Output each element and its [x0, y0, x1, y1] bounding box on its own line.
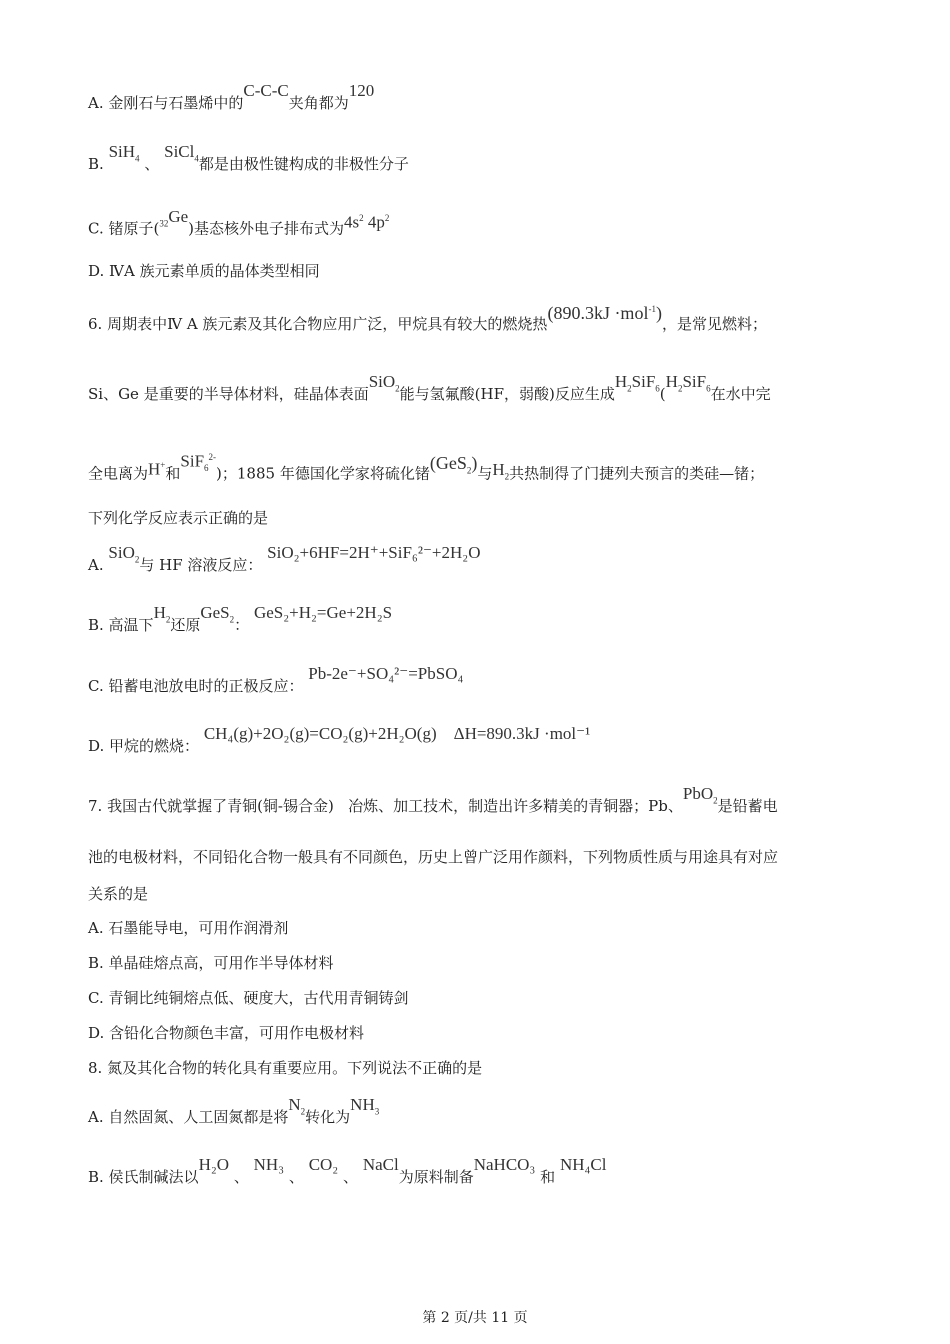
q6c-equation: Pb-2e⁻+SO₄²⁻=PbSO₄ [308, 664, 464, 683]
q8-option-b [88, 1155, 607, 1186]
q7-option-c: C. 青铜比纯铜熔点低、硬度大，古代用青铜铸剑 [88, 989, 409, 1007]
q8b-sep-3: 、 [343, 1168, 359, 1186]
q8b-h2o: H₂O [198, 1155, 230, 1174]
q6-stem-line-2 [88, 372, 771, 409]
q8b-text-2: 为原料制备 [398, 1168, 474, 1186]
q6-option-b [88, 603, 393, 640]
q5c-ge-isotope: $_{32}$Ge [159, 206, 189, 229]
q7-option-b: B. 单晶硅熔点高，可用作半导体材料 [88, 954, 334, 972]
q8b-co2: CO₂ [308, 1155, 339, 1174]
q6b-colon: ： [234, 616, 250, 634]
q6a-text: 与 HF 溶液反应： [139, 556, 263, 574]
q7-l1-text-2: 是铅蓄电 [717, 797, 778, 815]
q6-l2-text-3: 在水中完 [710, 385, 771, 403]
q5b-label: B. [88, 155, 104, 173]
q6-ges2: (GeS$_2$) [429, 452, 478, 476]
q6-option-a [88, 543, 481, 580]
q6-and: 和 [165, 464, 181, 483]
q5b-formula-sicl4: SiCl$_4$ [164, 142, 199, 164]
q6a-label: A. [88, 556, 104, 574]
q7-pbo2: PbO$_2$ [682, 784, 718, 806]
q8b-nahco3: NaHCO₃ [473, 1155, 536, 1174]
q6b-text-2: 还原 [170, 616, 201, 634]
q5a-text-2: 夹角都为 [288, 94, 349, 112]
q5b-formula-sih4: SiH$_4$ [108, 142, 140, 164]
q5c-text: C. 锗原子( [88, 219, 160, 238]
q8b-nh4cl: NH₄Cl [559, 1155, 607, 1174]
q8-option-a [88, 1095, 380, 1132]
q8b-nh3: NH₃ [253, 1155, 285, 1174]
q7-stem-line-1 [88, 784, 778, 821]
q6-l3-text-3: 共热制得了门捷列夫预言的类硅—锗； [509, 464, 765, 483]
q5a-formula-ccc: C-C-C [243, 81, 289, 100]
q6-l2-text-2: 能与氢氟酸(HF，弱酸)反应生成 [399, 385, 615, 403]
q8a-text-2: 转化为 [305, 1108, 351, 1126]
q6-l3-text: 全电离为 [88, 464, 149, 483]
q5b-text: 都是由极性键构成的非极性分子 [198, 155, 409, 173]
q6-h-plus: H+ [148, 459, 166, 479]
q6-l1-text-2: ，是常见燃料； [661, 315, 767, 333]
q5-option-c [88, 206, 390, 244]
q6d-text: D. 甲烷的燃烧： [88, 737, 200, 755]
q7-option-d: D. 含铅化合物颜色丰富，可用作电极材料 [88, 1024, 365, 1042]
q6-l3-text-2: )；1885 年德国化学家将硫化锗 [216, 464, 430, 483]
q5c-text-2: )基态核外电子排布式为 [188, 219, 345, 238]
q6-h2: $H_2$ [492, 459, 510, 482]
q5a-angle: 120 [348, 81, 375, 100]
q6a-sio2: SiO$_2$ [108, 543, 140, 565]
q6b-h2: $H_2$ [153, 603, 171, 625]
q5-option-d: D. ⅣA 族元素单质的晶体类型相同 [88, 262, 320, 280]
q8-stem: 8. 氮及其化合物的转化具有重要应用。下列说法不正确的是 [88, 1059, 483, 1077]
q6-heat-value: (890.3kJ ·mol$^{-1}$) [547, 303, 662, 323]
q8a-text: A. 自然固氮、人工固氮都是将 [88, 1108, 289, 1126]
q8b-text: B. 侯氏制碱法以 [88, 1168, 199, 1186]
q7-option-a: A. 石墨能导电，可用作润滑剂 [88, 919, 289, 937]
q6-stem-line-3 [88, 451, 765, 489]
q7-stem-line-3: 关系的是 [88, 885, 149, 903]
q6d-equation: CH₄(g)+2O₂(g)=CO₂(g)+2H₂O(g) ΔH=890.3kJ ·mol⁻¹ [203, 724, 591, 743]
q8b-sep-2: 、 [288, 1168, 304, 1186]
q5-option-a [88, 81, 375, 112]
q6-stem-line-1 [88, 303, 767, 333]
q8b-nacl: NaCl [362, 1155, 399, 1174]
q6a-equation: SiO₂+6HF=2H⁺+SiF₆²⁻+2H₂O [267, 543, 481, 562]
q6-sio2: SiO$_2$ [368, 372, 400, 394]
q5-option-b [88, 142, 409, 179]
q8a-n2: $N_2$ [288, 1095, 306, 1117]
q6c-text: C. 铅蓄电池放电时的正极反应： [88, 677, 304, 695]
q6-paren: ( [659, 385, 666, 403]
q6-option-c [88, 664, 464, 695]
q8b-and: 和 [540, 1168, 556, 1186]
q8a-nh3: $NH_3$ [350, 1095, 380, 1117]
page-footer: 第 2 页/共 11 页 [422, 1310, 528, 1326]
q6-question: 下列化学反应表示正确的是 [88, 509, 269, 527]
q6-l1-text: 6. 周期表中Ⅳ A 族元素及其化合物应用广泛，甲烷具有较大的燃烧热 [88, 315, 548, 333]
q7-stem-line-2: 池的电极材料，不同铅化合物一般具有不同颜色，历史上曾广泛用作颜料，下列物质性质与用途具有对应 [88, 848, 779, 866]
q6b-ges2: GeS$_2$ [200, 603, 235, 625]
q6-with: 与 [477, 464, 493, 483]
q6-option-d [88, 724, 591, 755]
q6-h2sif6: $H_2SiF_6$ [614, 372, 660, 394]
q6-sif6-2minus: SiF$_6^{2-}$ [180, 451, 217, 474]
q6-h2sif6-2: $H_2SiF_6$ [665, 372, 711, 394]
q6-l2-text: Si、Ge 是重要的半导体材料，硅晶体表面 [88, 385, 369, 403]
q6b-equation: GeS₂+H₂=Ge+2H₂S [253, 603, 393, 622]
q7-l1-text: 7. 我国古代就掌握了青铜(铜-锡合金) 冶炼、加工技术，制造出许多精美的青铜器；Pb、 [88, 797, 683, 815]
q6b-text: B. 高温下 [88, 616, 154, 634]
q8b-sep-1: 、 [233, 1168, 249, 1186]
q5b-sep: 、 [144, 155, 160, 173]
q5c-config: $4s^2$ $4p^2$ [344, 212, 390, 232]
q5a-text: A. 金刚石与石墨烯中的 [88, 94, 244, 112]
